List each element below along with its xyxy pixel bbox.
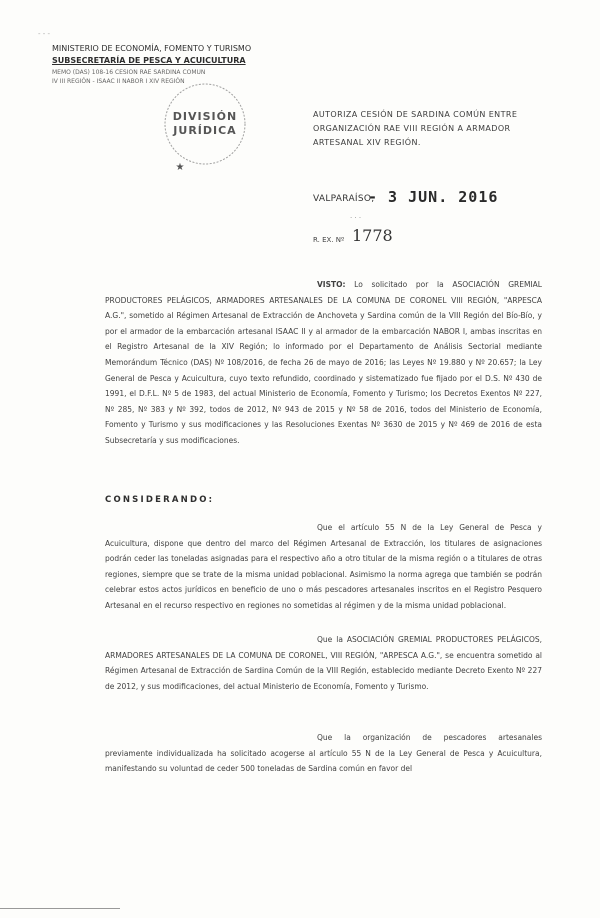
- considerando-heading: CONSIDERANDO:: [105, 495, 215, 505]
- place-label: VALPARAÍSO,: [313, 194, 375, 204]
- stamp-text-line-1: DIVISIÓN: [172, 110, 238, 123]
- subsecretaria-header: SUBSECRETARÍA DE PESCA Y ACUICULTURA: [52, 56, 246, 65]
- star-icon: ★: [175, 162, 185, 173]
- document-title: AUTORIZA CESIÓN DE SARDINA COMÚN ENTRE ORGANIZACIÓN RAE VIII REGIÓN A ARMADOR ARTESANAL XIV REGIÓN.: [313, 110, 518, 147]
- resolution-number: 1778: [352, 226, 393, 245]
- visto-paragraph: [105, 277, 542, 449]
- ministry-header: MINISTERIO DE ECONOMÍA, FOMENTO Y TURISMO: [52, 44, 252, 53]
- separator-dots: . . .: [350, 212, 362, 220]
- resolution-label: R. EX. Nº: [313, 236, 345, 244]
- division-juridica-stamp: [150, 76, 260, 176]
- considerando-paragraph-3: Que la organización de pescadores artesanales previamente individualizada ha solicitado acogerse al artículo 55 N de la Ley General de Pesca y Acuicultura, manifestando su voluntad de ceder 500 toneladas de Sardina común en favor del: [105, 733, 542, 774]
- visto-text: Lo solicitado por la ASOCIACIÓN GREMIAL PRODUCTORES PELÁGICOS, ARMADORES ARTESANALES DE LA COMUNA DE CORONEL VIII REGIÓN, "ARPESCA A.G.", sometido al Régimen Artesanal de Extracción de Anchoveta y Sardina común de la VIII Región del Bío-Bío, y por el armador de la embarcación artesanal ISAAC II y al armador de la embarcación NABOR I, ambas inscritas en el Registro Artesanal de la XIV Región; lo informado por el Departamento de Análisis Sectorial mediante Memorándum Técnico (DAS) Nº 108/2016, de fecha 26 de mayo de 2016; las Leyes Nº 19.880 y Nº 20.657; la Ley General de Pesca y Acuicultura, cuyo texto refundido, coordinado y sistematizado fue fijado por el D.S. Nº 430 de 1991, el D.F.L. Nº 5 de 1983, del actual Ministerio de Economía, Fomento y Turismo; los Decretos Exentos Nº 227, Nº 285, Nº 383 y Nº 392, todos de 2012, Nº 943 de 2015 y Nº 58 de 2016, todos del Ministerio de Economía, Fomento y Turismo y sus modificaciones y las Resoluciones Exentas Nº 3630 de 2015 y Nº 469 de 2016 de esta Subsecretaría y sus modificaciones.: [105, 280, 542, 445]
- memo-reference: MEMO (DAS) 108-16 CESION RAE SARDINA COMUN: [52, 69, 206, 76]
- footer-rule: [0, 908, 120, 910]
- visto-lead: VISTO:: [317, 280, 346, 289]
- date-stamp: - 3 JUN. 2016: [368, 188, 499, 206]
- considerando-paragraph-1: Que el artículo 55 N de la Ley General de Pesca y Acuicultura, dispone que dentro del marco del Régimen Artesanal de Extracción, los titulares de asignaciones podrán ceder las toneladas asignadas para el respectivo año a otro titular de la misma región o a titulares de otras regiones, siempre que se trate de la misma unidad poblacional. Asimismo la norma agrega que también se podrán celebrar estos actos jurídicos en beneficio de uno o más pescadores artesanales inscritos en el Registro Pesquero Artesanal en el recurso respectivo en regiones no sometidas al régimen y de la misma unidad poblacional.: [105, 523, 542, 610]
- stamp-text-line-2: JURÍDICA: [173, 124, 237, 137]
- corner-marks: - - -: [38, 30, 51, 38]
- region-reference: IV III REGIÓN - ISAAC II NABOR I XIV REGIÓN: [52, 78, 185, 85]
- considerando-paragraph-2: Que la ASOCIACIÓN GREMIAL PRODUCTORES PELÁGICOS, ARMADORES ARTESANALES DE LA COMUNA DE CORONEL, VIII REGIÓN, "ARPESCA A.G.", se encuentra sometido al Régimen Artesanal de Extracción de Sardina Común de la VIII Región, establecido mediante Decreto Exento Nº 227 de 2012, y sus modificaciones, del actual Ministerio de Economía, Fomento y Turismo.: [105, 635, 542, 691]
